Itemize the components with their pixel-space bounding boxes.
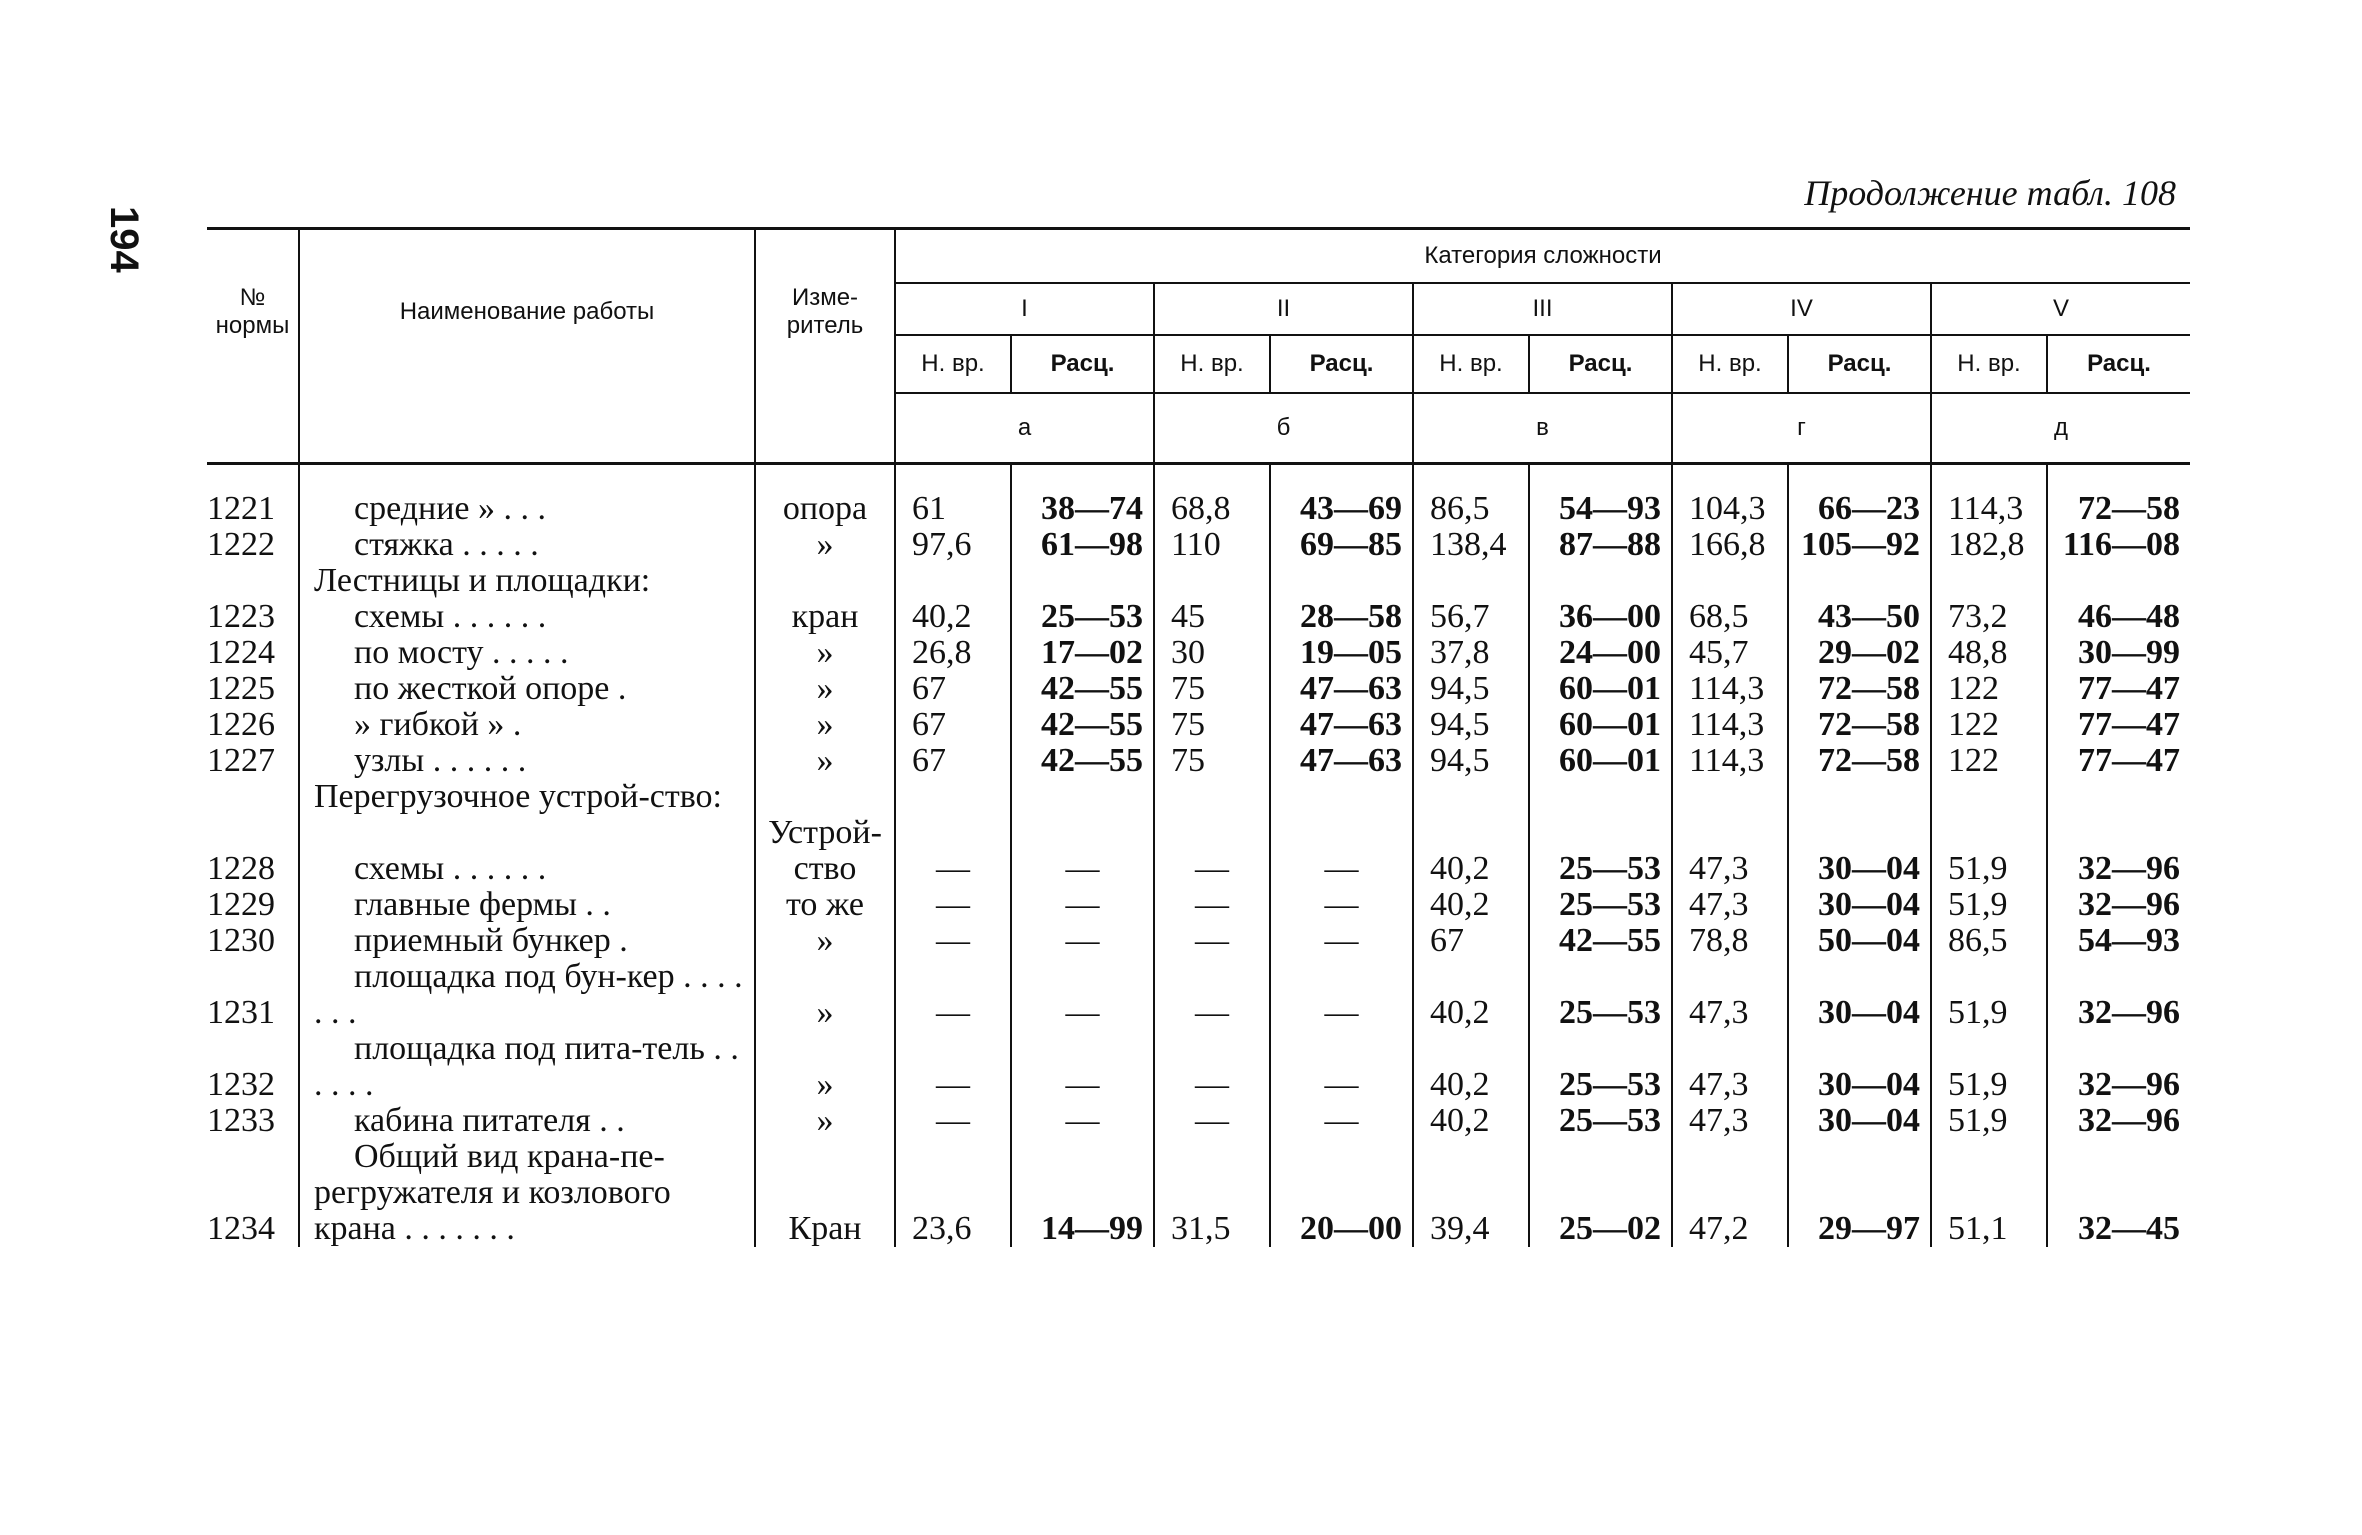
unit-of-measure: » <box>755 1103 895 1139</box>
time-norm-value: 47,3 <box>1672 815 1788 887</box>
section-title: Лестницы и площадки: <box>299 563 755 599</box>
time-norm-value: 30 <box>1154 635 1270 671</box>
rate-value: — <box>1270 923 1413 959</box>
work-name: схемы . . . . . . <box>354 850 547 887</box>
rate-value: 28—58 <box>1270 599 1413 635</box>
rate-value: 36—00 <box>1529 599 1672 635</box>
time-norm-value: — <box>1154 1103 1270 1139</box>
rate-value: 42—55 <box>1011 707 1154 743</box>
time-norm-value: 86,5 <box>1931 923 2047 959</box>
time-norm-value: 122 <box>1931 743 2047 779</box>
table-row <box>207 959 2190 1031</box>
rate-value: — <box>1011 1103 1154 1139</box>
table-caption: Продолжение табл. 108 <box>1804 173 2176 213</box>
rate-value: — <box>1011 815 1154 887</box>
rate-value: — <box>1270 815 1413 887</box>
rate-value: — <box>1011 959 1154 1031</box>
header-complexity-category: Категория сложности <box>895 229 2190 284</box>
rate-value: 25—53 <box>1011 599 1154 635</box>
rate-value: 43—69 <box>1270 491 1413 527</box>
rate-value: 54—93 <box>1529 491 1672 527</box>
unit-of-measure: то же <box>755 887 895 923</box>
time-norm-value: 47,3 <box>1672 1031 1788 1103</box>
rate-value: 77—47 <box>2078 670 2181 707</box>
rate-value: 25—53 <box>1529 1103 1672 1139</box>
time-norm-value: 39,4 <box>1413 1139 1529 1247</box>
time-norm-value: 23,6 <box>895 1139 1011 1247</box>
header-category-3: III <box>1413 283 1672 335</box>
unit-of-measure: » <box>755 671 895 707</box>
header-letter-4: г <box>1672 393 1931 464</box>
unit-of-measure: » <box>755 527 895 563</box>
header-category-5: V <box>1931 283 2190 335</box>
header-letter-5: д <box>1931 393 2190 464</box>
header-rate: Расц. <box>1270 335 1413 393</box>
time-norm-value: — <box>1154 923 1270 959</box>
rate-value: 42—55 <box>1011 671 1154 707</box>
header-category-2: II <box>1154 283 1413 335</box>
time-norm-value: 45,7 <box>1672 635 1788 671</box>
rate-value: 17—02 <box>1011 635 1154 671</box>
time-norm-value: — <box>895 1031 1011 1103</box>
time-norm-value: 47,3 <box>1672 959 1788 1031</box>
work-name: Общий вид крана-пе-регружателя и козлового крана . . . . . . . <box>314 1138 671 1247</box>
time-norm-value: 51,1 <box>1931 1139 2047 1247</box>
rate-value: — <box>1011 1031 1154 1103</box>
rate-value: 77—47 <box>2078 706 2181 743</box>
time-norm-value: 40,2 <box>1413 887 1529 923</box>
time-norm-value: — <box>1154 1031 1270 1103</box>
header-time-norm: Н. вр. <box>895 335 1011 393</box>
time-norm-value: 48,8 <box>1931 635 2047 671</box>
page-number: 194 <box>102 206 146 273</box>
unit-of-measure: Устрой-ство <box>755 815 895 887</box>
norm-number: 1230 <box>207 923 299 959</box>
table-row <box>207 923 2190 959</box>
rate-value: 60—01 <box>1529 743 1672 779</box>
table-body <box>207 464 2190 1248</box>
rate-value: — <box>1270 1031 1413 1103</box>
rate-value: 61—98 <box>1011 527 1154 563</box>
rate-value: 87—88 <box>1529 527 1672 563</box>
table-row <box>207 887 2190 923</box>
time-norm-value: 114,3 <box>1672 671 1788 707</box>
section-row <box>207 779 2190 815</box>
rate-value: 42—55 <box>1529 923 1672 959</box>
header-work-name: Наименование работы <box>299 229 755 394</box>
time-norm-value: 182,8 <box>1931 527 2047 563</box>
rate-value: 32—96 <box>2078 886 2181 923</box>
time-norm-value: 47,3 <box>1672 887 1788 923</box>
header-time-norm: Н. вр. <box>1672 335 1788 393</box>
header-letter-3: в <box>1413 393 1672 464</box>
time-norm-value: 97,6 <box>895 527 1011 563</box>
time-norm-value: 51,9 <box>1931 1031 2047 1103</box>
rate-value: 32—96 <box>2078 994 2181 1031</box>
table-row <box>207 815 2190 887</box>
header-letter-1: а <box>895 393 1154 464</box>
rate-value: 30—04 <box>1788 815 1931 887</box>
header-category-4: IV <box>1672 283 1931 335</box>
work-name: площадка под пита-тель . . . . . . <box>314 1030 739 1103</box>
table-row <box>207 527 2190 563</box>
rate-value: 14—99 <box>1011 1139 1154 1247</box>
time-norm-value: 47,3 <box>1672 1103 1788 1139</box>
time-norm-value: 67 <box>1413 923 1529 959</box>
table-row <box>207 671 2190 707</box>
norm-number: 1223 <box>207 599 299 635</box>
rate-value: 47—63 <box>1270 671 1413 707</box>
time-norm-value: 31,5 <box>1154 1139 1270 1247</box>
time-norm-value: 51,9 <box>1931 887 2047 923</box>
time-norm-value: 51,9 <box>1931 815 2047 887</box>
rate-value: 30—04 <box>1788 959 1931 1031</box>
unit-of-measure: Кран <box>755 1139 895 1247</box>
work-name: главные фермы . . <box>354 886 611 923</box>
rate-value: 25—53 <box>1529 815 1672 887</box>
time-norm-value: 114,3 <box>1931 491 2047 527</box>
rate-value: 24—00 <box>1529 635 1672 671</box>
time-norm-value: 68,5 <box>1672 599 1788 635</box>
header-rate: Расц. <box>1529 335 1672 393</box>
time-norm-value: 104,3 <box>1672 491 1788 527</box>
time-norm-value: 56,7 <box>1413 599 1529 635</box>
time-norm-value: 67 <box>895 707 1011 743</box>
rate-value: 32—96 <box>2078 1102 2181 1139</box>
rate-value: 69—85 <box>1270 527 1413 563</box>
time-norm-value: 138,4 <box>1413 527 1529 563</box>
time-norm-value: 45 <box>1154 599 1270 635</box>
time-norm-value: 47,2 <box>1672 1139 1788 1247</box>
rate-value: 77—47 <box>2078 742 2181 779</box>
work-name: средние » . . . <box>354 490 547 527</box>
rate-value: 72—58 <box>1788 671 1931 707</box>
header-rate: Расц. <box>1011 335 1154 393</box>
header-time-norm: Н. вр. <box>1154 335 1270 393</box>
rate-value: 25—53 <box>1529 959 1672 1031</box>
table-row <box>207 1031 2190 1103</box>
work-name: по мосту . . . . . <box>354 634 569 671</box>
rate-value: 30—04 <box>1788 887 1931 923</box>
norm-number: 1228 <box>207 815 299 887</box>
work-name: площадка под бун-кер . . . . . . . <box>314 958 743 1031</box>
rate-value: 30—99 <box>2078 634 2181 671</box>
time-norm-value: — <box>895 815 1011 887</box>
rate-value: 116—08 <box>2062 526 2181 563</box>
time-norm-value: 75 <box>1154 671 1270 707</box>
time-norm-value: 75 <box>1154 707 1270 743</box>
rate-value: 105—92 <box>1788 527 1931 563</box>
table-row <box>207 1103 2190 1139</box>
work-name: стяжка . . . . . <box>354 526 539 563</box>
section-title: Перегрузочное устрой-ство: <box>299 779 755 815</box>
rate-value: 32—96 <box>2078 850 2181 887</box>
section-row <box>207 563 2190 599</box>
unit-of-measure: кран <box>755 599 895 635</box>
norm-number: 1222 <box>207 527 299 563</box>
rate-value: 60—01 <box>1529 671 1672 707</box>
time-norm-value: 67 <box>895 671 1011 707</box>
time-norm-value: — <box>1154 815 1270 887</box>
time-norm-value: 40,2 <box>895 599 1011 635</box>
norms-table-container <box>207 227 2182 1247</box>
unit-of-measure: опора <box>755 491 895 527</box>
table-header <box>207 229 2190 464</box>
time-norm-value: 51,9 <box>1931 959 2047 1031</box>
time-norm-value: 51,9 <box>1931 1103 2047 1139</box>
header-rate: Расц. <box>1788 335 1931 393</box>
rate-value: 72—58 <box>1788 743 1931 779</box>
time-norm-value: — <box>895 959 1011 1031</box>
rate-value: 42—55 <box>1011 743 1154 779</box>
table-row <box>207 491 2190 527</box>
time-norm-value: 40,2 <box>1413 815 1529 887</box>
rate-value: 30—04 <box>1788 1031 1931 1103</box>
work-name: » гибкой » . <box>354 706 522 743</box>
norm-number: 1232 <box>207 1031 299 1103</box>
rate-value: 30—04 <box>1788 1103 1931 1139</box>
header-category-1: I <box>895 283 1154 335</box>
rate-value: 25—02 <box>1529 1139 1672 1247</box>
time-norm-value: 86,5 <box>1413 491 1529 527</box>
time-norm-value: 94,5 <box>1413 743 1529 779</box>
time-norm-value: 26,8 <box>895 635 1011 671</box>
work-name: схемы . . . . . . <box>354 598 547 635</box>
table-row <box>207 635 2190 671</box>
header-norm-number: № нормы <box>207 229 299 394</box>
norms-table <box>207 227 2190 1247</box>
time-norm-value: 37,8 <box>1413 635 1529 671</box>
rate-value: 43—50 <box>1788 599 1931 635</box>
rate-value: 29—02 <box>1788 635 1931 671</box>
rate-value: 25—53 <box>1529 887 1672 923</box>
work-name: узлы . . . . . . <box>354 742 527 779</box>
unit-of-measure: » <box>755 635 895 671</box>
time-norm-value: 61 <box>895 491 1011 527</box>
norm-number: 1231 <box>207 959 299 1031</box>
work-name: по жесткой опоре . <box>354 670 627 707</box>
table-row <box>207 1139 2190 1247</box>
rate-value: 19—05 <box>1270 635 1413 671</box>
rate-value: — <box>1270 959 1413 1031</box>
time-norm-value: 68,8 <box>1154 491 1270 527</box>
time-norm-value: 166,8 <box>1672 527 1788 563</box>
time-norm-value: 114,3 <box>1672 743 1788 779</box>
rate-value: 38—74 <box>1011 491 1154 527</box>
time-norm-value: — <box>1154 959 1270 1031</box>
time-norm-value: — <box>895 1103 1011 1139</box>
rate-value: 54—93 <box>2078 922 2181 959</box>
header-letter-row <box>207 393 2190 464</box>
time-norm-value: 110 <box>1154 527 1270 563</box>
table-row <box>207 707 2190 743</box>
header-letter-2: б <box>1154 393 1413 464</box>
table-row <box>207 743 2190 779</box>
header-time-norm: Н. вр. <box>1931 335 2047 393</box>
rate-value: 32—96 <box>2078 1066 2181 1103</box>
time-norm-value: — <box>895 887 1011 923</box>
rate-value: 32—45 <box>2078 1210 2181 1247</box>
rate-value: 66—23 <box>1788 491 1931 527</box>
rate-value: — <box>1270 887 1413 923</box>
rate-value: 47—63 <box>1270 707 1413 743</box>
time-norm-value: 75 <box>1154 743 1270 779</box>
norm-number: 1224 <box>207 635 299 671</box>
time-norm-value: — <box>895 923 1011 959</box>
time-norm-value: 122 <box>1931 671 2047 707</box>
norm-number: 1226 <box>207 707 299 743</box>
rate-value: 50—04 <box>1788 923 1931 959</box>
work-name: кабина питателя . . <box>354 1102 625 1139</box>
header-time-norm: Н. вр. <box>1413 335 1529 393</box>
time-norm-value: 73,2 <box>1931 599 2047 635</box>
header-unit: Изме-ритель <box>755 229 895 394</box>
norm-number: 1225 <box>207 671 299 707</box>
norm-number: 1221 <box>207 491 299 527</box>
header-rate: Расц. <box>2047 335 2190 393</box>
rate-value: 72—58 <box>2078 490 2181 527</box>
time-norm-value: 94,5 <box>1413 671 1529 707</box>
rate-value: — <box>1011 923 1154 959</box>
unit-of-measure: » <box>755 1031 895 1103</box>
time-norm-value: 40,2 <box>1413 1103 1529 1139</box>
time-norm-value: 122 <box>1931 707 2047 743</box>
time-norm-value: 40,2 <box>1413 959 1529 1031</box>
rate-value: 72—58 <box>1788 707 1931 743</box>
rate-value: — <box>1270 1103 1413 1139</box>
unit-of-measure: » <box>755 743 895 779</box>
norm-number: 1234 <box>207 1139 299 1247</box>
rate-value: — <box>1011 887 1154 923</box>
unit-of-measure: » <box>755 959 895 1031</box>
unit-of-measure: » <box>755 707 895 743</box>
norm-number: 1233 <box>207 1103 299 1139</box>
norm-number: 1227 <box>207 743 299 779</box>
rate-value: 46—48 <box>2078 598 2181 635</box>
rate-value: 20—00 <box>1270 1139 1413 1247</box>
norm-number: 1229 <box>207 887 299 923</box>
rate-value: 25—53 <box>1529 1031 1672 1103</box>
time-norm-value: 67 <box>895 743 1011 779</box>
rate-value: 60—01 <box>1529 707 1672 743</box>
time-norm-value: 78,8 <box>1672 923 1788 959</box>
table-row <box>207 599 2190 635</box>
time-norm-value: 114,3 <box>1672 707 1788 743</box>
time-norm-value: 94,5 <box>1413 707 1529 743</box>
time-norm-value: 40,2 <box>1413 1031 1529 1103</box>
rate-value: 47—63 <box>1270 743 1413 779</box>
rate-value: 29—97 <box>1788 1139 1931 1247</box>
unit-of-measure: » <box>755 923 895 959</box>
time-norm-value: — <box>1154 887 1270 923</box>
work-name: приемный бункер . <box>354 922 628 959</box>
